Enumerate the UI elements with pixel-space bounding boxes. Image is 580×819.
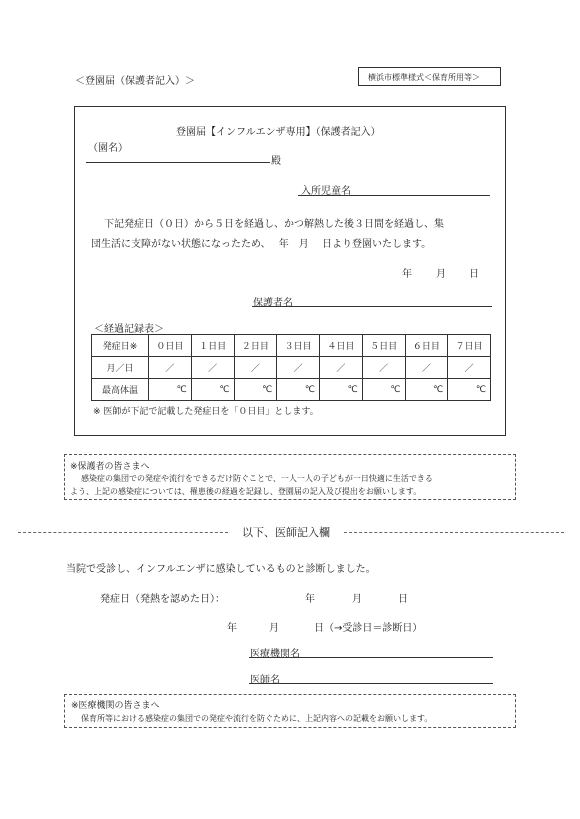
date-cell[interactable]: ／ xyxy=(448,357,491,379)
header-cell: ４日目 xyxy=(320,335,363,357)
onset-label: 発症日（発熱を認めた日）： xyxy=(100,594,225,605)
date-day: 日 xyxy=(469,269,479,280)
onset-day: 日 xyxy=(398,594,408,605)
guardian-name-line[interactable] xyxy=(252,306,492,307)
honorific: 殿 xyxy=(271,156,281,167)
onset-year: 年 xyxy=(305,594,315,605)
doctor-name-line[interactable] xyxy=(249,683,493,684)
table-row xyxy=(92,335,491,357)
date-row-label: 月／日 xyxy=(92,357,149,379)
date-month: 月 xyxy=(436,269,446,280)
date-cell[interactable]: ／ xyxy=(405,357,448,379)
log-title: ＜経過記録表＞ xyxy=(94,324,164,335)
child-name-label: 入所児童名 xyxy=(301,186,351,197)
temp-cell[interactable]: ℃ xyxy=(362,379,405,401)
format-label-box xyxy=(358,67,501,86)
header-cell: ０日目 xyxy=(149,335,192,357)
date-cell[interactable]: ／ xyxy=(191,357,234,379)
temp-cell[interactable]: ℃ xyxy=(277,379,320,401)
temp-row-label: 最高体温 xyxy=(92,379,149,401)
separator-left xyxy=(18,532,228,533)
table-row xyxy=(92,357,491,379)
temp-cell[interactable]: ℃ xyxy=(448,379,491,401)
log-note: ※ 医師が下記で記載した発症日を「０日目」とします。 xyxy=(93,407,319,417)
temp-cell[interactable]: ℃ xyxy=(191,379,234,401)
body-text-line2: 団生活に支障がない状態になったため、 年 月 日より登園いたします。 xyxy=(91,239,432,250)
body-text-line1: 下記発症日（０日）から５日を経過し、かつ解熱した後３日間を経過し、集 xyxy=(104,219,444,230)
temp-cell[interactable]: ℃ xyxy=(320,379,363,401)
guardian-label: 保護者名 xyxy=(253,298,293,309)
date-year: 年 xyxy=(402,269,412,280)
medical-notice-box xyxy=(64,694,516,728)
temp-cell[interactable]: ℃ xyxy=(234,379,277,401)
header-cell: ５日目 xyxy=(362,335,405,357)
form-title: 登園届【インフルエンザ専用】（保護者記入） xyxy=(176,127,381,138)
diagnosis-statement: 当院で受診し、インフルエンザに感染しているものと診断しました。 xyxy=(66,564,376,575)
guardian-notice-box xyxy=(64,454,516,500)
header-cell: １日目 xyxy=(191,335,234,357)
child-name-line[interactable] xyxy=(298,195,490,196)
facility-name-line[interactable] xyxy=(86,162,270,163)
institution-label: 医療機関名 xyxy=(250,649,300,660)
date-cell[interactable]: ／ xyxy=(277,357,320,379)
date-cell[interactable]: ／ xyxy=(234,357,277,379)
institution-line[interactable] xyxy=(249,657,493,658)
temp-cell[interactable]: ℃ xyxy=(405,379,448,401)
medical-notice-line1: 保育所等における感染症の集団での発症や流行を防ぐために、上記内容への記載をお願いします。 xyxy=(81,714,433,723)
date-cell[interactable]: ／ xyxy=(362,357,405,379)
header-cell: ６日目 xyxy=(405,335,448,357)
guardian-notice-heading: ※保護者の皆さまへ xyxy=(70,462,150,472)
temp-cell[interactable]: ℃ xyxy=(149,379,192,401)
progress-log-table xyxy=(91,334,491,401)
medical-notice-heading: ※医療機関の皆さまへ xyxy=(71,701,160,711)
table-row xyxy=(92,379,491,401)
doctor-section-heading: 以下、医師記入欄 xyxy=(242,526,330,539)
header-cell: ７日目 xyxy=(448,335,491,357)
facility-label: （園名） xyxy=(88,143,128,154)
header-cell: ３日目 xyxy=(277,335,320,357)
separator-right xyxy=(344,532,564,533)
header-cell: 発症日※ xyxy=(92,335,149,357)
diag-day: 日（→受診日＝診断日） xyxy=(314,623,423,634)
guardian-notice-line2: よう、上記の感染症については、罹患後の経過を記録し、登園届の記入及び提出をお願いします。 xyxy=(70,487,422,496)
format-label: 横浜市標準様式＜保育所用等＞ xyxy=(368,73,480,82)
diag-month: 月 xyxy=(269,623,279,634)
onset-month: 月 xyxy=(352,594,362,605)
date-cell[interactable]: ／ xyxy=(320,357,363,379)
guardian-notice-line1: 感染症の集団での発症や流行をできるだけ防ぐことで、一人一人の子どもが一日快適に生活できる xyxy=(81,474,433,483)
page-title: ＜登園届（保護者記入）＞ xyxy=(75,76,195,87)
header-cell: ２日目 xyxy=(234,335,277,357)
doctor-label: 医師名 xyxy=(250,675,280,686)
date-cell[interactable]: ／ xyxy=(149,357,192,379)
diag-year: 年 xyxy=(227,623,237,634)
